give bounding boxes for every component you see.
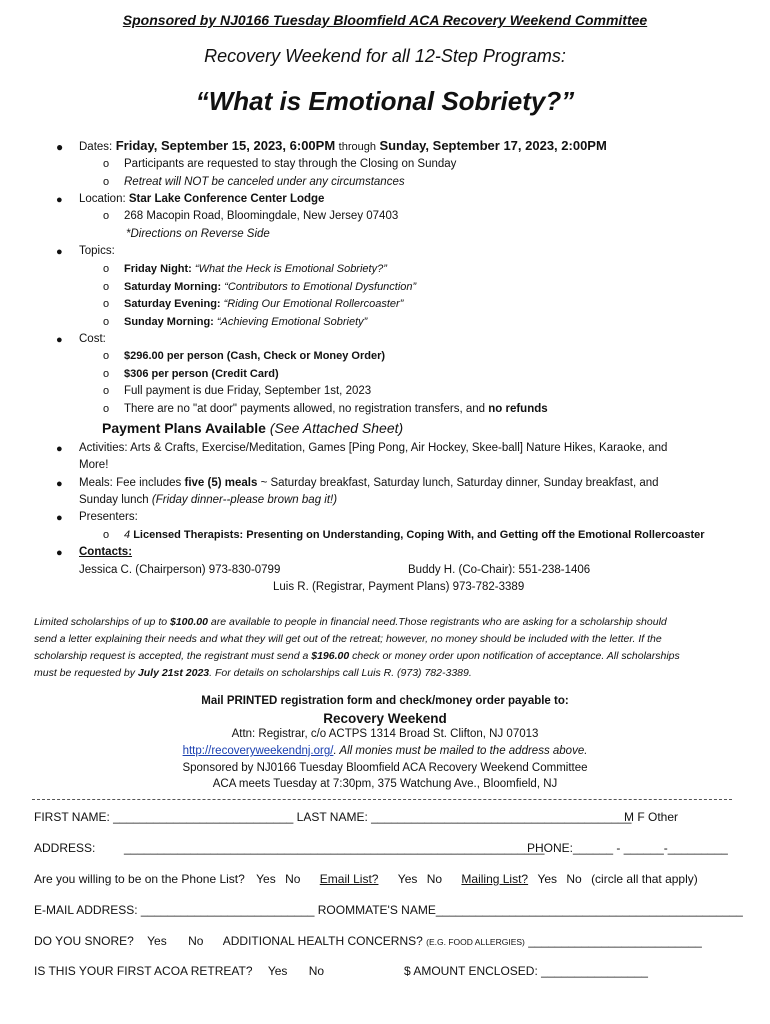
subtitle: Recovery Weekend for all 12-Step Programs:: [204, 46, 566, 66]
bullet-icon: ●: [56, 443, 63, 455]
presenters-line: 4 Licensed Therapists: Presenting on Understanding, Coping With, and Getting off the Emotional Rollercoaster: [124, 529, 705, 541]
sub-bullet-icon: o: [103, 176, 110, 188]
bullet-icon: ●: [56, 478, 63, 490]
sub-bullet-icon: o: [103, 210, 110, 222]
lists-question: Are you willing to be on the Phone List? Yes No Email List? Yes No Mailing List? Yes No (circle all that apply): [34, 872, 698, 886]
address-label: ADDRESS:: [34, 841, 96, 855]
gender-options[interactable]: M F Other: [624, 810, 679, 824]
cost-line-1: $296.00 per person (Cash, Check or Money Order): [124, 350, 386, 362]
sub-bullet-icon: o: [103, 281, 110, 293]
snore-no[interactable]: No: [188, 934, 204, 948]
sub-bullet-icon: o: [103, 316, 110, 328]
address-field[interactable]: _______________________________________________________________: [124, 841, 545, 855]
cost-label: Cost:: [79, 333, 106, 345]
topic-item: Sunday Morning: “Achieving Emotional Sobriety”: [124, 316, 368, 328]
bullet-icon: ●: [56, 194, 63, 206]
phone-list-no[interactable]: No: [285, 872, 301, 886]
snore-yes[interactable]: Yes: [147, 934, 167, 948]
sub-bullet-icon: o: [103, 350, 110, 362]
page-title: “What is Emotional Sobriety?”: [195, 86, 575, 116]
contact-chair: Jessica C. (Chairperson) 973-830-0799: [79, 564, 281, 576]
mailing-list-yes[interactable]: Yes: [537, 872, 558, 886]
location-directions: *Directions on Reverse Side: [126, 228, 270, 240]
sponsor-line: Sponsored by NJ0166 Tuesday Bloomfield ACA Recovery Weekend Committee: [122, 12, 648, 28]
topic-item: Friday Night: “What the Heck is Emotional Sobriety?”: [124, 263, 387, 275]
location-item: Location: Star Lake Conference Center Lodge: [79, 193, 325, 205]
cut-line: [32, 799, 732, 800]
bullet-icon: ●: [56, 140, 64, 154]
mailing-list-no[interactable]: No: [566, 872, 582, 886]
snore-health-row: DO YOU SNORE? Yes No ADDITIONAL HEALTH CONCERNS? (E.G. FOOD ALLERGIES) __________________________: [34, 934, 702, 948]
sub-bullet-icon: o: [103, 158, 110, 170]
first-retreat-yes[interactable]: Yes: [267, 964, 288, 978]
email-list-yes[interactable]: Yes: [397, 872, 418, 886]
payment-plans: Payment Plans Available (See Attached Sheet): [102, 420, 404, 436]
topic-item: Saturday Morning: “Contributors to Emotional Dysfunction”: [124, 281, 417, 293]
presenters-label: Presenters:: [79, 511, 138, 523]
location-address: 268 Macopin Road, Bloomingdale, New Jersey 07403: [124, 210, 399, 222]
mail-meets: ACA meets Tuesday at 7:30pm, 375 Watchung Ave., Bloomfield, NJ: [212, 778, 558, 790]
mail-heading: Mail PRINTED registration form and check/money order payable to:: [201, 695, 569, 707]
first-retreat-no[interactable]: No: [308, 964, 325, 978]
email-list-no[interactable]: No: [426, 872, 443, 886]
activities-line-2: More!: [79, 459, 109, 471]
name-fields[interactable]: FIRST NAME: ___________________________ LAST NAME: _______________________________________: [34, 810, 632, 824]
mail-attn: Attn: Registrar, c/o ACTPS 1314 Broad St. Clifton, NJ 07013: [231, 728, 539, 740]
contact-cochair: Buddy H. (Co-Chair): 551-238-1406: [408, 564, 591, 576]
cost-line-3: Full payment is due Friday, September 1st, 2023: [124, 385, 372, 397]
sub-bullet-icon: o: [103, 368, 110, 380]
mail-sponsor: Sponsored by NJ0166 Tuesday Bloomfield ACA Recovery Weekend Committee: [182, 762, 588, 774]
meals-line-1: Meals: Fee includes five (5) meals ~ Saturday breakfast, Saturday lunch, Saturday dinner, Sunday breakfast, and: [79, 477, 659, 489]
sub-bullet-icon: o: [103, 385, 110, 397]
sub-bullet-icon: o: [103, 403, 110, 415]
dates-item: Dates: Friday, September 15, 2023, 6:00PM through Sunday, September 17, 2023, 2:00PM: [79, 138, 607, 153]
sub-bullet-icon: o: [103, 263, 110, 275]
contacts-label: Contacts:: [79, 546, 133, 558]
contact-registrar: Luis R. (Registrar, Payment Plans) 973-782-3389: [273, 581, 525, 593]
topic-item: Saturday Evening: “Riding Our Emotional Rollercoaster”: [124, 298, 404, 310]
phone-list-yes[interactable]: Yes: [256, 872, 276, 886]
meals-line-2: Sunday lunch (Friday dinner--please brown bag it!): [79, 494, 338, 506]
bullet-icon: ●: [56, 334, 63, 346]
sub-bullet-icon: o: [103, 298, 110, 310]
dates-sub-1: Participants are requested to stay through the Closing on Sunday: [124, 158, 457, 170]
activities-line-1: Activities: Arts & Crafts, Exercise/Meditation, Games [Ping Pong, Air Hockey, Skee-ball] Nature Hikes, Karaoke, and: [79, 442, 668, 454]
mail-url-line: http://recoveryweekendnj.org/. All monies must be mailed to the address above.: [182, 745, 588, 757]
cost-line-2: $306 per person (Credit Card): [124, 368, 279, 380]
scholarship-paragraph: Limited scholarships of up to $100.00 are available to people in financial need.Those registrants who are asking for a scholarship should send a letter explaining their needs and what they will get out of the retreat; however, no money should be included with the letter. If the scholarship request is accepted, the registrant must send a $196.00 check or money order upon notification of acceptance. All scholarships must be requested by July 21st 2023. For details on scholarships call Luis R. (973) 782-3389.: [34, 616, 680, 679]
sub-bullet-icon: o: [103, 529, 110, 541]
bullet-icon: ●: [56, 512, 63, 524]
cost-line-4: There are no "at door" payments allowed, no registration transfers, and no refunds: [124, 403, 548, 415]
first-retreat-row: IS THIS YOUR FIRST ACOA RETREAT? Yes No: [34, 964, 325, 978]
health-field[interactable]: __________________________: [528, 934, 702, 948]
payee: Recovery Weekend: [323, 711, 447, 726]
email-roommate-fields[interactable]: E-MAIL ADDRESS: __________________________ ROOMMATE'S NAME______________________________________________: [34, 903, 743, 917]
phone-field[interactable]: PHONE:______ - ______-_________: [527, 841, 728, 855]
amount-enclosed-field[interactable]: $ AMOUNT ENCLOSED: ________________: [404, 964, 648, 978]
topics-label: Topics:: [79, 245, 115, 257]
dates-sub-2: Retreat will NOT be canceled under any circumstances: [124, 176, 405, 188]
bullet-icon: ●: [56, 547, 63, 559]
website-link[interactable]: http://recoveryweekendnj.org/: [182, 745, 334, 757]
bullet-icon: ●: [56, 246, 63, 258]
